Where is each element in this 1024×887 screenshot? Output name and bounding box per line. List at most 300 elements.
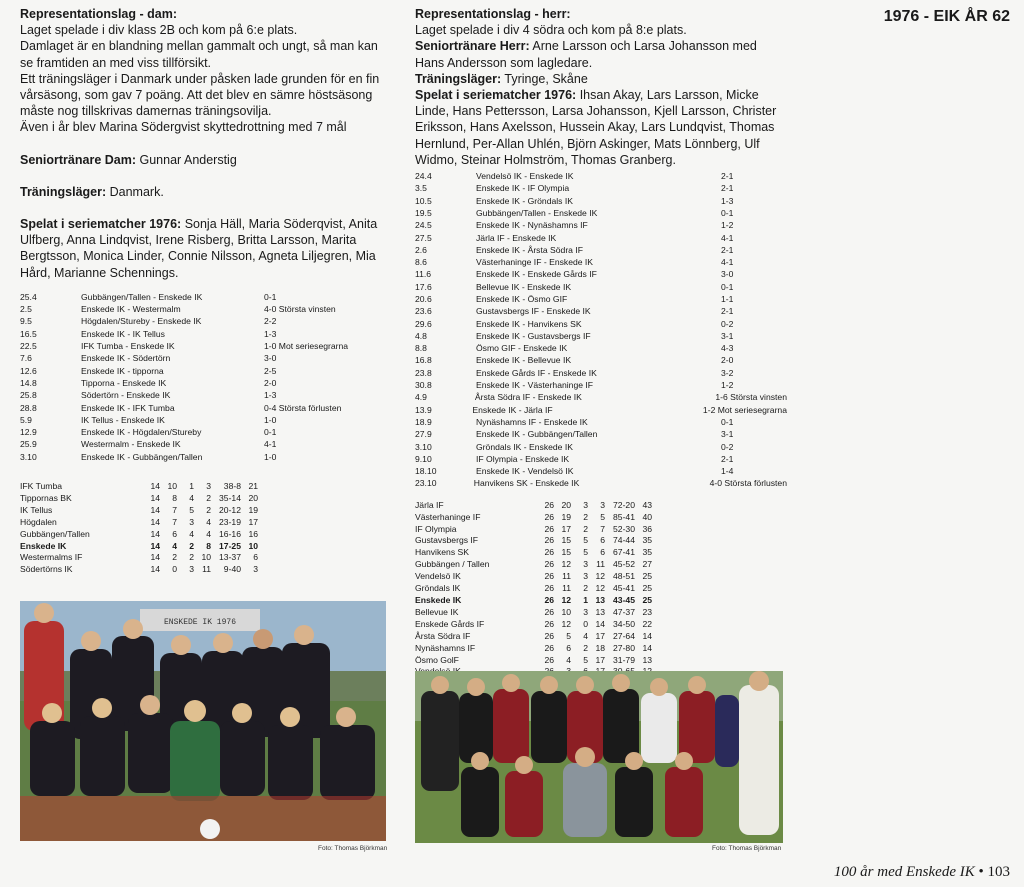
table-team-name: Enskede IK bbox=[20, 540, 67, 551]
women-photo-credit: Foto: Thomas Björkman bbox=[318, 845, 388, 852]
description-line: se framtiden an med viss tillförsikt. bbox=[20, 55, 212, 70]
table-goals: 67-41 bbox=[613, 547, 635, 558]
result-date: 25.4 bbox=[20, 291, 37, 302]
table-played: 14 bbox=[150, 540, 160, 551]
men-photo-credit: Foto: Thomas Björkman bbox=[712, 845, 782, 852]
result-score: 3-2 bbox=[721, 367, 734, 378]
result-score: 1-3 bbox=[264, 390, 277, 401]
table-team-name: Bellevue IK bbox=[415, 606, 459, 617]
result-row bbox=[20, 315, 392, 327]
women-players: Spelat i seriematcher 1976: Sonja Häll, Maria Söderqvist, Anita Ulfberg, Anna Lindqvist, Irene Risberg, Britta Larsson, Marita Bergtsson, Monica Linder, Connie Nilsson, Agneta Liljegren, Mia Hård, Marianne Schennings. bbox=[20, 217, 378, 280]
result-date: 25.8 bbox=[20, 390, 37, 401]
description-line: Laget spelade i div 4 södra och kom på 8:e plats. bbox=[415, 23, 687, 38]
result-row bbox=[415, 268, 787, 280]
result-date: 4.9 bbox=[415, 392, 427, 403]
table-won: 11 bbox=[562, 583, 571, 594]
result-score: 1-2 Mot seriesegrarna bbox=[702, 404, 787, 415]
table-goals: 47-37 bbox=[613, 606, 635, 617]
result-match: Enskede IK - Westermalm bbox=[81, 304, 181, 315]
table-won: 5 bbox=[566, 630, 571, 641]
table-team-name: Södertörns IK bbox=[20, 564, 73, 575]
page-number: 103 bbox=[987, 864, 1010, 880]
result-score: 2-0 bbox=[721, 355, 734, 366]
result-row bbox=[20, 426, 392, 438]
table-played: 26 bbox=[544, 583, 554, 594]
result-score: 1-0 bbox=[264, 451, 277, 462]
table-row bbox=[415, 559, 787, 571]
table-goals: 20-12 bbox=[219, 504, 241, 515]
table-goals: 9-40 bbox=[223, 564, 241, 575]
table-lost: 8 bbox=[206, 540, 211, 551]
result-match: Enskede IK - Ösmo GIF bbox=[476, 294, 568, 304]
men-results-list bbox=[415, 170, 787, 490]
result-match: Nynäshamns IF - Enskede IK bbox=[476, 416, 588, 427]
table-points: 3 bbox=[253, 564, 258, 575]
men-coach: Seniortränare Herr: Arne Larsson och Larsa Johansson med Hans Andersson som lagledare. bbox=[415, 39, 757, 70]
result-score: 3-1 bbox=[721, 330, 734, 341]
table-points: 35 bbox=[642, 547, 652, 558]
table-played: 26 bbox=[544, 511, 554, 522]
result-score: 2-1 bbox=[721, 453, 734, 464]
result-date: 2.6 bbox=[415, 244, 427, 255]
table-row bbox=[20, 505, 392, 517]
result-score: 0-2 bbox=[721, 441, 734, 452]
table-played: 26 bbox=[544, 571, 554, 582]
table-drawn: 5 bbox=[583, 535, 588, 546]
table-played: 26 bbox=[544, 630, 554, 641]
table-team-name: Ösmo GolF bbox=[415, 654, 459, 665]
result-match: Enskede IK - Västerhaninge IF bbox=[476, 380, 594, 391]
table-points: 13 bbox=[642, 654, 652, 665]
result-score: 1-6 Största vinsten bbox=[715, 392, 787, 403]
result-row bbox=[415, 244, 787, 256]
result-score: 3-0 bbox=[721, 269, 734, 280]
men-team-photo-image bbox=[415, 671, 783, 843]
result-row bbox=[415, 367, 787, 379]
table-goals: 38-8 bbox=[223, 481, 241, 491]
result-match: Enskede IK - Bellevue IK bbox=[476, 355, 572, 366]
table-row bbox=[415, 643, 787, 655]
table-row bbox=[20, 541, 392, 553]
result-row bbox=[415, 416, 787, 428]
result-row bbox=[415, 404, 787, 416]
result-match: Enskede Gårds IF - Enskede IK bbox=[476, 367, 597, 378]
result-date: 16.5 bbox=[20, 328, 37, 339]
table-played: 26 bbox=[544, 654, 554, 665]
result-date: 24.4 bbox=[415, 171, 432, 182]
table-won: 15 bbox=[561, 547, 571, 558]
description-line: Ett träningsläger i Danmark under påsken lade grunden för en fin bbox=[20, 71, 380, 86]
result-score: 1-3 bbox=[721, 195, 734, 206]
result-match: Enskede IK - tipporna bbox=[81, 365, 164, 376]
result-score: 0-2 bbox=[721, 318, 734, 329]
table-won: 6 bbox=[172, 528, 177, 539]
result-score: 4-0 Största vinsten bbox=[264, 304, 336, 315]
result-match: Västerhaninge IF - Enskede IK bbox=[476, 257, 594, 268]
result-match: Södertörn - Enskede IK bbox=[81, 390, 171, 401]
result-match: Enskede IK - Nynäshamns IF bbox=[476, 220, 588, 231]
result-row bbox=[20, 389, 392, 401]
women-heading: Representationslag - dam: bbox=[20, 7, 177, 21]
result-date: 10.5 bbox=[415, 195, 432, 206]
table-played: 26 bbox=[544, 642, 554, 653]
result-row bbox=[415, 477, 787, 489]
table-drawn: 2 bbox=[583, 642, 588, 653]
result-date: 3.5 bbox=[415, 183, 427, 194]
table-goals: 23-19 bbox=[219, 516, 241, 527]
men-team-photo bbox=[415, 671, 783, 843]
table-lost: 17 bbox=[595, 654, 605, 665]
table-won: 19 bbox=[561, 511, 571, 522]
table-team-name: Westermalms IF bbox=[20, 552, 83, 563]
table-row bbox=[415, 524, 787, 536]
table-won: 2 bbox=[172, 552, 177, 563]
result-match: Enskede IK - Järla IF bbox=[472, 404, 553, 415]
table-goals: 27-80 bbox=[613, 642, 635, 653]
result-row bbox=[20, 352, 392, 364]
result-match: Enskede IK - Gustavsbergs IF bbox=[476, 330, 591, 341]
table-row bbox=[20, 517, 392, 529]
table-row bbox=[415, 571, 787, 583]
table-lost: 7 bbox=[600, 523, 605, 534]
table-drawn: 2 bbox=[583, 523, 588, 534]
photo-banner-text: ENSKEDE IK 1976 bbox=[163, 618, 237, 627]
table-team-name: Västerhaninge IF bbox=[415, 511, 481, 522]
table-team-name: Nynäshamns IF bbox=[415, 642, 476, 653]
table-points: 25 bbox=[642, 583, 652, 594]
result-row bbox=[415, 441, 787, 453]
result-date: 3.10 bbox=[20, 451, 37, 462]
table-drawn: 5 bbox=[583, 547, 588, 558]
table-won: 6 bbox=[566, 642, 571, 653]
result-row bbox=[20, 377, 392, 389]
table-drawn: 2 bbox=[583, 583, 588, 594]
table-drawn: 1 bbox=[189, 481, 194, 491]
table-goals: 16-16 bbox=[219, 528, 241, 539]
table-won: 20 bbox=[561, 499, 571, 510]
description-line: vårsäsong, som gav 7 poäng. Att det blev en sämre höstsäsong bbox=[20, 88, 373, 103]
result-row bbox=[415, 281, 787, 293]
table-won: 11 bbox=[562, 571, 571, 582]
table-drawn: 3 bbox=[583, 606, 588, 617]
table-row bbox=[415, 631, 787, 643]
result-date: 22.5 bbox=[20, 341, 37, 352]
result-match: Enskede IK - IK Tellus bbox=[81, 328, 165, 339]
result-row bbox=[415, 342, 787, 354]
table-drawn: 3 bbox=[583, 571, 588, 582]
table-played: 26 bbox=[544, 499, 554, 510]
result-score: 0-4 Största förlusten bbox=[264, 402, 342, 413]
table-drawn: 3 bbox=[189, 516, 194, 527]
table-goals: 45-52 bbox=[613, 559, 635, 570]
table-goals: 31-79 bbox=[613, 654, 635, 665]
table-team-name: Järla IF bbox=[415, 499, 444, 510]
table-points: 6 bbox=[253, 552, 258, 563]
result-score: 4-1 bbox=[721, 232, 734, 243]
result-score: 0-1 bbox=[721, 281, 734, 292]
result-date: 8.6 bbox=[415, 257, 427, 268]
table-played: 26 bbox=[544, 606, 554, 617]
table-row bbox=[20, 552, 392, 564]
result-match: Hanvikens SK - Enskede IK bbox=[473, 478, 580, 489]
table-played: 14 bbox=[150, 564, 160, 575]
table-lost: 5 bbox=[600, 511, 605, 522]
table-played: 26 bbox=[544, 535, 554, 546]
table-team-name: Gubbängen / Tallen bbox=[415, 559, 490, 570]
result-date: 2.5 bbox=[20, 304, 32, 315]
table-points: 14 bbox=[642, 630, 652, 641]
result-date: 14.8 bbox=[20, 377, 37, 388]
table-drawn: 2 bbox=[189, 552, 194, 563]
page-header: 1976 - EIK ÅR 62 bbox=[883, 8, 1010, 25]
table-drawn: 4 bbox=[189, 528, 194, 539]
table-drawn: 3 bbox=[189, 564, 194, 575]
table-played: 26 bbox=[544, 595, 554, 605]
table-goals: 27-64 bbox=[613, 630, 635, 641]
table-row bbox=[20, 564, 392, 576]
table-points: 10 bbox=[248, 540, 258, 551]
result-score: 1-2 bbox=[721, 380, 734, 391]
table-team-name: Enskede Gårds IF bbox=[415, 618, 485, 629]
result-score: 4-0 Största förlusten bbox=[709, 478, 787, 489]
table-team-name: Tippornas BK bbox=[20, 492, 72, 503]
table-points: 22 bbox=[642, 618, 652, 629]
result-match: Högdalen/Stureby - Enskede IK bbox=[81, 316, 202, 327]
result-date: 9.10 bbox=[415, 453, 432, 464]
result-row bbox=[415, 219, 787, 231]
result-row bbox=[20, 328, 392, 340]
book-title: 100 år med Enskede IK bbox=[833, 864, 975, 880]
table-won: 12 bbox=[561, 595, 571, 605]
table-played: 26 bbox=[544, 523, 554, 534]
result-date: 17.6 bbox=[415, 281, 432, 292]
table-drawn: 5 bbox=[189, 504, 194, 515]
result-row bbox=[415, 330, 787, 342]
table-points: 20 bbox=[248, 492, 258, 503]
table-lost: 2 bbox=[206, 504, 211, 515]
women-coach: Seniortränare Dam: Gunnar Anderstig bbox=[20, 152, 237, 167]
result-date: 29.6 bbox=[415, 318, 432, 329]
result-row bbox=[415, 182, 787, 194]
result-match: Gröndals IK - Enskede IK bbox=[476, 441, 573, 452]
result-score: 1-3 bbox=[264, 328, 277, 339]
women-team-photo-image bbox=[20, 601, 386, 841]
table-played: 14 bbox=[150, 481, 160, 491]
table-lost: 13 bbox=[595, 606, 605, 617]
result-row bbox=[20, 340, 392, 352]
men-players: Spelat i seriematcher 1976: Ihsan Akay, Lars Larsson, Micke Linde, Hans Pettersson, Larsa Johansson, Kjell Larsson, Christer Eriksson, Hans Axelsson, Hussein Akay, Lars Lundqvist, Thomas Hernlund, Per-Allan Uhlén, Björn Askinger, Mats Lönnberg, Ulf Widmo, Steinar Holmström, Thomas Granberg. bbox=[415, 88, 777, 167]
result-row bbox=[20, 438, 392, 450]
result-score: 3-1 bbox=[721, 429, 734, 440]
result-date: 23.8 bbox=[415, 367, 432, 378]
women-column bbox=[20, 6, 392, 576]
table-points: 43 bbox=[642, 499, 652, 510]
result-match: Enskede IK - Enskede Gårds IF bbox=[476, 269, 597, 280]
table-goals: 48-51 bbox=[613, 571, 635, 582]
table-row bbox=[415, 547, 787, 559]
result-date: 25.9 bbox=[20, 439, 37, 450]
table-lost: 12 bbox=[595, 583, 605, 594]
result-match: IF Olympia - Enskede IK bbox=[476, 453, 570, 464]
result-row bbox=[415, 379, 787, 391]
table-played: 14 bbox=[150, 528, 160, 539]
women-camp: Träningsläger: Danmark. bbox=[20, 184, 164, 199]
result-date: 7.6 bbox=[20, 353, 32, 364]
result-match: Gubbängen/Tallen - Enskede IK bbox=[81, 291, 203, 302]
women-team-photo bbox=[20, 601, 386, 841]
table-team-name: Hanvikens SK bbox=[415, 547, 469, 558]
result-row bbox=[415, 391, 787, 403]
result-match: Enskede IK - Hanvikens SK bbox=[476, 318, 582, 329]
result-score: 2-1 bbox=[721, 244, 734, 255]
table-played: 14 bbox=[150, 504, 160, 515]
result-row bbox=[20, 291, 392, 303]
table-goals: 34-50 bbox=[613, 618, 635, 629]
table-drawn: 1 bbox=[583, 595, 588, 605]
result-date: 19.5 bbox=[415, 207, 432, 218]
result-match: Vendelsö IK - Enskede IK bbox=[476, 171, 574, 182]
result-match: Enskede IK - Gröndals IK bbox=[476, 195, 573, 206]
result-match: Bellevue IK - Enskede IK bbox=[476, 281, 572, 292]
table-lost: 11 bbox=[596, 559, 605, 570]
result-row bbox=[415, 195, 787, 207]
table-lost: 12 bbox=[595, 571, 605, 582]
result-score: 2-0 bbox=[264, 377, 277, 388]
result-match: Westermalm - Enskede IK bbox=[81, 439, 181, 450]
description-line: måste nog tillskrivas damernas träningsovilja. bbox=[20, 104, 272, 119]
result-match: Enskede IK - Gubbängen/Tallen bbox=[81, 451, 203, 462]
result-match: Enskede IK - Högdalen/Stureby bbox=[81, 427, 202, 438]
result-score: 2-1 bbox=[721, 171, 734, 182]
result-date: 24.5 bbox=[415, 220, 432, 231]
result-row bbox=[415, 305, 787, 317]
women-league-table bbox=[20, 481, 392, 576]
result-score: 4-3 bbox=[721, 343, 734, 354]
table-points: 25 bbox=[642, 595, 652, 605]
table-row bbox=[415, 619, 787, 631]
table-won: 10 bbox=[167, 481, 177, 491]
result-row bbox=[415, 453, 787, 465]
table-won: 17 bbox=[561, 523, 571, 534]
table-goals: 52-30 bbox=[613, 523, 635, 534]
result-date: 18.9 bbox=[415, 416, 432, 427]
table-points: 16 bbox=[248, 528, 258, 539]
table-won: 0 bbox=[172, 564, 177, 575]
men-camp: Träningsläger: Tyringe, Skåne bbox=[415, 71, 588, 86]
table-goals: 13-37 bbox=[219, 552, 241, 563]
result-score: 1-0 bbox=[264, 414, 277, 425]
table-lost: 3 bbox=[600, 499, 605, 510]
result-date: 12.9 bbox=[20, 427, 37, 438]
result-row bbox=[415, 232, 787, 244]
table-won: 8 bbox=[172, 492, 177, 503]
table-played: 14 bbox=[150, 492, 160, 503]
women-description bbox=[20, 22, 392, 135]
result-date: 8.8 bbox=[415, 343, 427, 354]
result-score: 1-1 bbox=[721, 294, 734, 304]
women-results-list bbox=[20, 291, 392, 463]
result-date: 11.6 bbox=[415, 269, 432, 280]
table-row bbox=[415, 512, 787, 524]
table-row bbox=[415, 595, 787, 607]
result-match: Årsta Södra IF - Enskede IK bbox=[474, 392, 582, 403]
table-points: 27 bbox=[642, 559, 652, 570]
result-date: 27.5 bbox=[415, 232, 432, 243]
result-match: Enskede IK - Gubbängen/Tallen bbox=[476, 429, 598, 440]
table-lost: 13 bbox=[595, 595, 605, 605]
result-match: Tipporna - Enskede IK bbox=[81, 377, 167, 388]
table-lost: 6 bbox=[600, 535, 605, 546]
footer-separator: • bbox=[978, 864, 984, 880]
table-goals: 17-25 bbox=[219, 540, 241, 551]
result-date: 18.10 bbox=[415, 466, 437, 477]
table-drawn: 4 bbox=[583, 630, 588, 641]
men-league-table bbox=[415, 500, 787, 679]
table-played: 26 bbox=[544, 618, 554, 629]
result-row bbox=[20, 303, 392, 315]
table-points: 17 bbox=[248, 516, 258, 527]
table-won: 4 bbox=[566, 654, 571, 665]
description-line: Laget spelade i div klass 2B och kom på 6:e plats. bbox=[20, 23, 298, 38]
result-date: 13.9 bbox=[415, 404, 432, 415]
table-row bbox=[415, 655, 787, 667]
table-drawn: 0 bbox=[583, 618, 588, 629]
result-match: Enskede IK - Södertörn bbox=[81, 353, 171, 364]
table-team-name: Gubbängen/Tallen bbox=[20, 528, 90, 539]
result-score: 1-4 bbox=[721, 466, 734, 477]
table-row bbox=[415, 535, 787, 547]
table-won: 10 bbox=[561, 606, 571, 617]
table-row bbox=[415, 500, 787, 512]
table-lost: 11 bbox=[202, 564, 211, 575]
result-date: 23.6 bbox=[415, 306, 432, 317]
table-row bbox=[20, 481, 392, 493]
table-team-name: IFK Tumba bbox=[20, 481, 63, 491]
result-row bbox=[20, 414, 392, 426]
result-date: 23.10 bbox=[415, 478, 437, 489]
table-lost: 18 bbox=[595, 642, 605, 653]
table-lost: 3 bbox=[206, 481, 211, 491]
result-row bbox=[415, 318, 787, 330]
table-team-name: Enskede IK bbox=[415, 595, 462, 605]
result-score: 1-2 bbox=[721, 220, 734, 231]
description-line: Damlaget är en blandning mellan gammalt och ungt, så man kan bbox=[20, 39, 378, 54]
result-match: Enskede IK - IFK Tumba bbox=[81, 402, 175, 413]
table-team-name: Gustavsbergs IF bbox=[415, 535, 479, 546]
result-score: 4-1 bbox=[721, 257, 734, 268]
result-row bbox=[415, 354, 787, 366]
result-row bbox=[415, 465, 787, 477]
table-points: 40 bbox=[642, 511, 652, 522]
table-played: 14 bbox=[150, 552, 160, 563]
result-date: 28.8 bbox=[20, 402, 37, 413]
result-match: Järla IF - Enskede IK bbox=[476, 232, 557, 243]
result-row bbox=[20, 451, 392, 463]
result-date: 9.5 bbox=[20, 316, 32, 327]
table-lost: 14 bbox=[595, 618, 605, 629]
result-row bbox=[415, 256, 787, 268]
result-row bbox=[20, 365, 392, 377]
result-score: 0-1 bbox=[721, 207, 734, 218]
result-score: 3-0 bbox=[264, 353, 277, 364]
result-score: 4-1 bbox=[264, 439, 277, 450]
table-drawn: 5 bbox=[583, 654, 588, 665]
result-date: 4.8 bbox=[415, 330, 427, 341]
table-won: 4 bbox=[172, 540, 177, 551]
table-drawn: 4 bbox=[189, 492, 194, 503]
table-lost: 4 bbox=[206, 528, 211, 539]
result-score: 0-1 bbox=[721, 416, 734, 427]
